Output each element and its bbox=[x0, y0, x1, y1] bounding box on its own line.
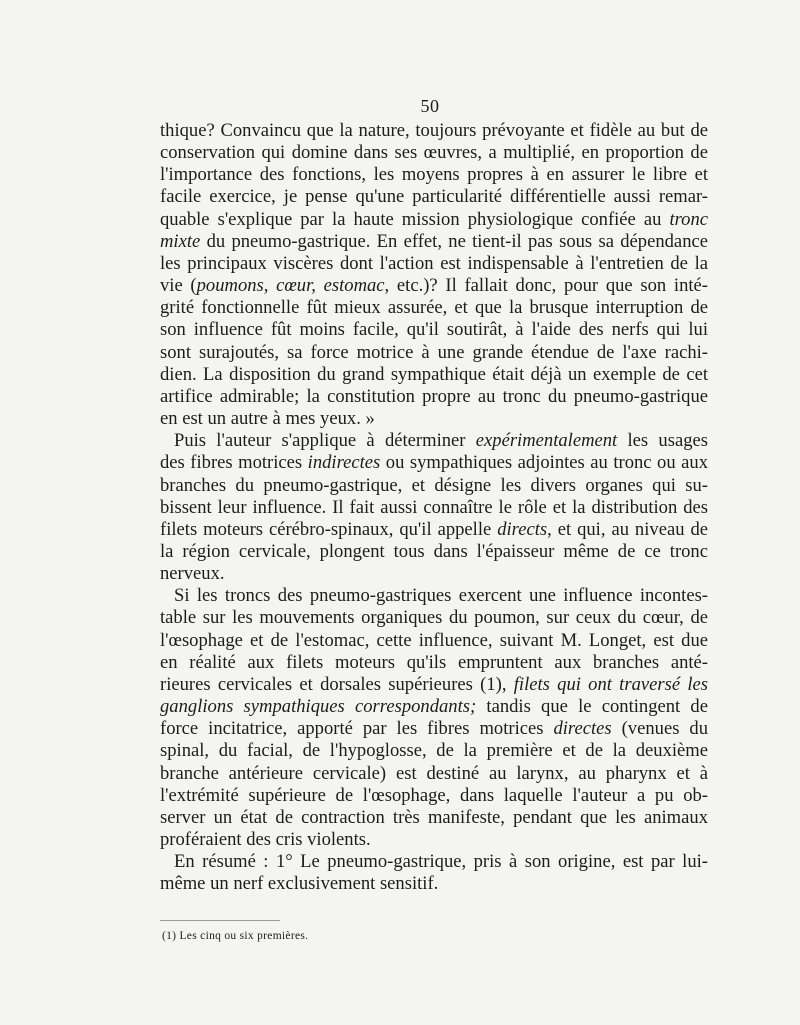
text-line bbox=[160, 785, 708, 807]
text-segment: tandis que le contingent de bbox=[476, 696, 708, 718]
text-segment: branches du pneumo-gastrique, et désigne les divers organes qui su- bbox=[160, 474, 708, 496]
text-line bbox=[160, 408, 708, 430]
text-segment: même un nerf exclusivement sensitif. bbox=[160, 873, 439, 895]
text-line bbox=[160, 475, 708, 497]
italic-segment: expérimentalement bbox=[475, 430, 618, 452]
text-line bbox=[160, 541, 708, 563]
italic-segment: directes bbox=[553, 718, 612, 740]
footnote: (1) Les cinq ou six premières. bbox=[162, 930, 309, 942]
text-line bbox=[160, 452, 708, 474]
text-segment: l'œsophage et de l'estomac, cette influence, suivant M. Longet, est due bbox=[160, 629, 708, 651]
text-line bbox=[160, 674, 708, 696]
body-text bbox=[160, 120, 708, 895]
italic-segment: mixte bbox=[160, 230, 201, 252]
text-segment: table sur les mouvements organiques du poumon, sur ceux du cœur, de bbox=[160, 607, 708, 629]
text-segment: proféraient des cris violents. bbox=[160, 829, 371, 850]
text-segment: spinal, du facial, de l'hypoglosse, de la première et de la deuxième bbox=[160, 740, 708, 762]
text-segment: vie ( bbox=[160, 275, 197, 297]
text-line bbox=[160, 563, 708, 585]
text-line bbox=[160, 342, 708, 364]
italic-segment: directs bbox=[497, 518, 548, 540]
text-segment: l'extrémité supérieure de l'œsophage, dans laquelle l'auteur a pu ob- bbox=[160, 784, 708, 806]
text-line bbox=[160, 142, 708, 164]
text-line bbox=[160, 209, 708, 231]
text-line bbox=[160, 497, 708, 519]
text-line bbox=[160, 275, 708, 297]
text-segment: , et qui, au niveau de bbox=[547, 518, 708, 540]
text-segment: l'importance des fonctions, les moyens propres à en assurer le libre et bbox=[160, 164, 708, 186]
text-segment: Puis l'auteur s'applique à déterminer bbox=[174, 430, 476, 452]
text-line bbox=[160, 652, 708, 674]
text-segment: nerveux. bbox=[160, 563, 225, 585]
text-line bbox=[160, 297, 708, 319]
page-number: 50 bbox=[420, 96, 440, 116]
italic-segment: filets qui ont traversé les bbox=[513, 673, 708, 695]
text-segment: en réalité aux filets moteurs qu'ils empruntent aux branches anté- bbox=[160, 651, 708, 673]
text-segment: server un état de contraction très manifeste, pendant que les animaux bbox=[160, 806, 708, 828]
text-segment: conservation qui domine dans ses œuvres, a multiplié, en proportion de bbox=[160, 142, 708, 164]
text-segment: (venues du bbox=[611, 718, 708, 740]
text-line bbox=[160, 164, 708, 186]
text-line bbox=[160, 630, 708, 652]
text-line bbox=[160, 319, 708, 341]
text-line bbox=[160, 231, 708, 253]
text-segment: etc.)? Il fallait donc, pour que son inté- bbox=[389, 275, 708, 297]
text-segment: thique? Convaincu que la nature, toujours prévoyante et fidèle au but de bbox=[160, 120, 708, 141]
text-line bbox=[160, 253, 708, 275]
text-segment: dien. La disposition du grand sympathique était déjà un exemple de cet bbox=[160, 363, 708, 385]
text-line bbox=[160, 364, 708, 386]
text-segment: les principaux viscères dont l'action est indispensable à l'entretien de la bbox=[160, 252, 708, 274]
italic-segment: ganglions sympathiques correspondants; bbox=[160, 696, 477, 718]
text-line bbox=[160, 519, 708, 541]
text-line bbox=[160, 696, 708, 718]
text-line bbox=[160, 718, 708, 740]
italic-segment: tronc bbox=[669, 208, 708, 230]
text-line bbox=[160, 607, 708, 629]
text-line bbox=[160, 873, 708, 895]
text-segment: filets moteurs cérébro-spinaux, qu'il appelle bbox=[160, 518, 498, 540]
text-segment: grité fonctionnelle fût mieux assurée, et que la brusque interruption de bbox=[160, 297, 708, 319]
text-segment: du pneumo-gastrique. En effet, ne tient-il pas sous sa dépendance bbox=[200, 230, 708, 252]
text-line bbox=[160, 386, 708, 408]
text-line bbox=[160, 763, 708, 785]
italic-segment: poumons, cœur, estomac, bbox=[196, 275, 390, 297]
text-segment: quable s'explique par la haute mission physiologique confiée au bbox=[160, 208, 670, 230]
text-segment: artifice admirable; la constitution propre au tronc du pneumo-gastrique bbox=[160, 385, 708, 407]
text-segment: son influence fût moins facile, qu'il soutirât, à l'aide des nerfs qui lui bbox=[160, 319, 708, 341]
text-segment: facile exercice, je pense qu'une particularité différentielle aussi remar- bbox=[160, 186, 708, 208]
text-segment: la région cervicale, plongent tous dans l'épaisseur même de ce tronc bbox=[160, 540, 708, 562]
text-line bbox=[160, 430, 708, 452]
text-line bbox=[160, 851, 708, 873]
text-segment: En résumé : 1° Le pneumo-gastrique, pris à son origine, est par lui- bbox=[174, 851, 708, 873]
text-segment: bissent leur influence. Il fait aussi connaître le rôle et la distribution des bbox=[160, 496, 708, 518]
text-segment: Si les troncs des pneumo-gastriques exercent une influence incontes- bbox=[174, 585, 708, 607]
footnote-divider bbox=[160, 920, 280, 921]
text-line bbox=[160, 829, 708, 851]
italic-segment: indirectes bbox=[307, 452, 381, 474]
text-segment: des fibres motrices bbox=[160, 452, 308, 474]
text-segment: les usages bbox=[617, 430, 708, 452]
text-line bbox=[160, 120, 708, 142]
text-segment: rieures cervicales et dorsales supérieures (1), bbox=[160, 673, 514, 695]
text-segment: sont surajoutés, sa force motrice à une grande étendue de l'axe rachi- bbox=[160, 341, 708, 363]
text-line bbox=[160, 807, 708, 829]
text-segment: en est un autre à mes yeux. » bbox=[160, 408, 375, 430]
text-line bbox=[160, 186, 708, 208]
text-segment: branche antérieure cervicale) est destiné au larynx, au pharynx et à bbox=[160, 762, 708, 784]
text-line bbox=[160, 740, 708, 762]
text-segment: force incitatrice, apporté par les fibres motrices bbox=[160, 718, 554, 740]
text-segment: ou sympathiques adjointes au tronc ou aux bbox=[380, 452, 708, 474]
text-line bbox=[160, 585, 708, 607]
